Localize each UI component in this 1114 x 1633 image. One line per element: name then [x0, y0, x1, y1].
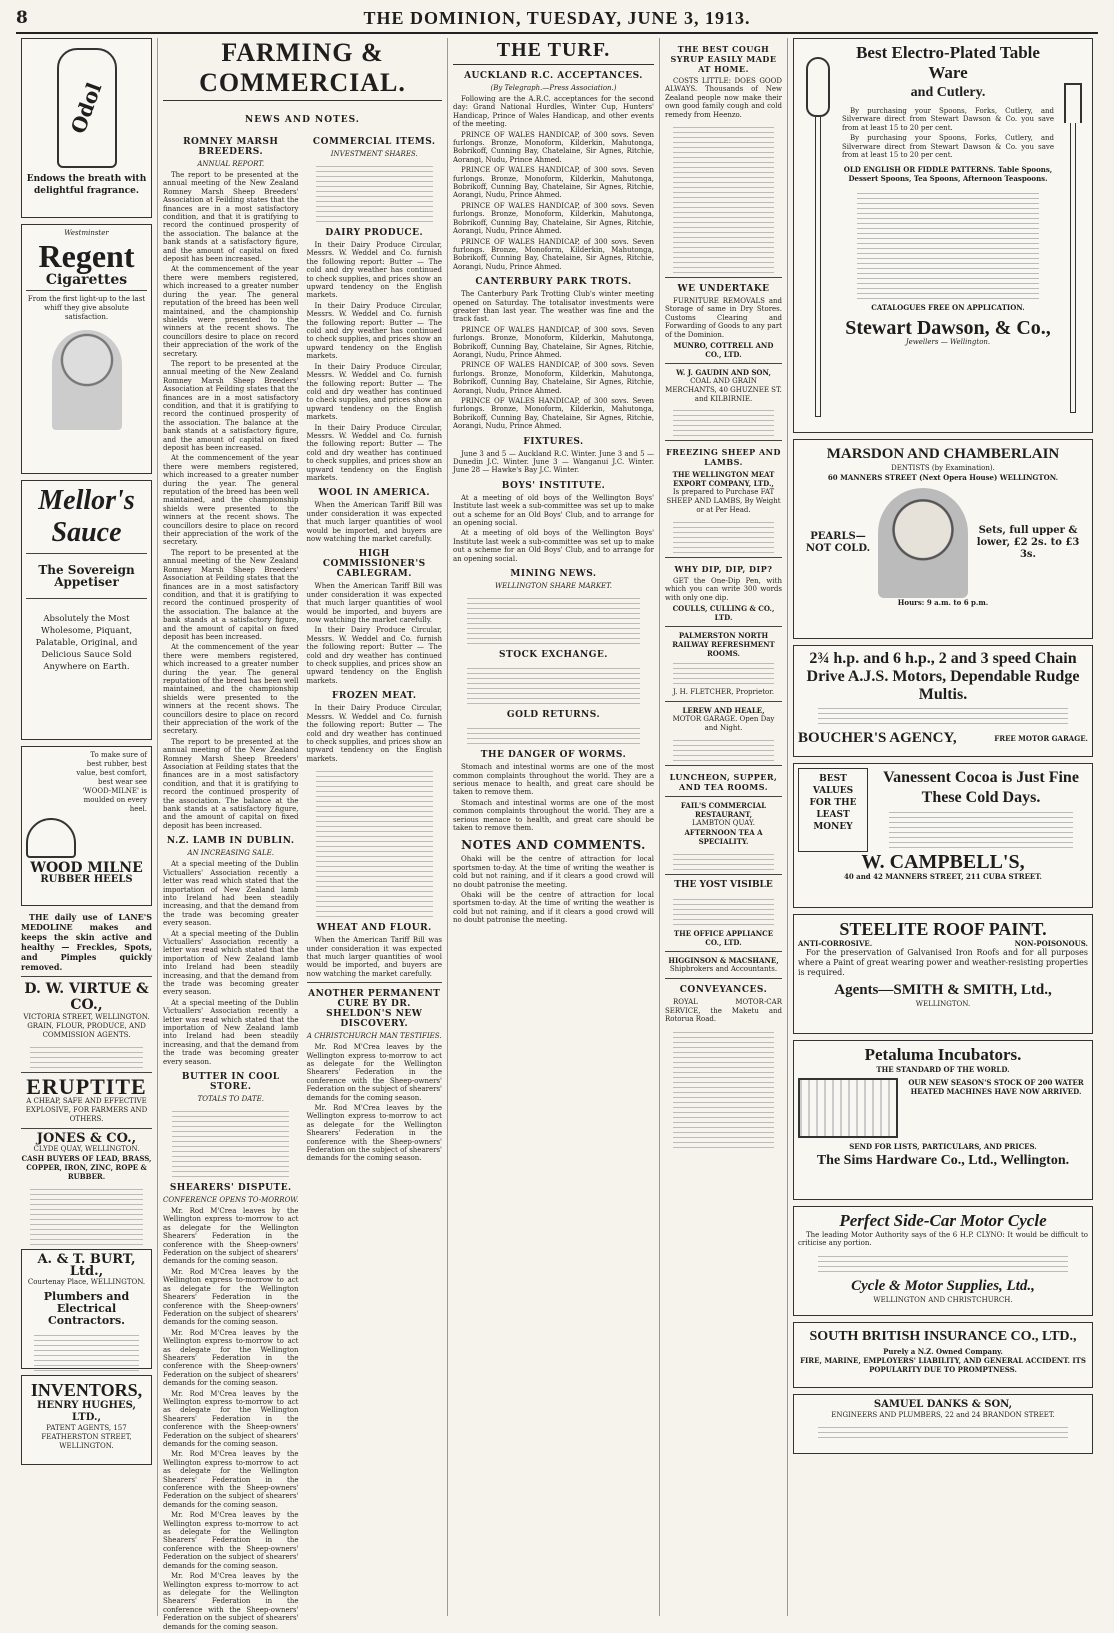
petaluma-ad: [793, 1040, 1093, 1200]
column-farming-commercial: [158, 38, 448, 1631]
cough-text: COSTS LITTLE: DOES GOOD ALWAYS. Thousands of New Zealand people now make their own good family cough and cold remedy from Heenzo.: [665, 77, 782, 119]
newspaper-title: THE DOMINION, TUESDAY, JUNE 3, 1913.: [363, 7, 751, 28]
campbell-badge: BEST VALUES FOR THE LEAST MONEY: [798, 768, 868, 852]
subhead-share-market: WELLINGTON SHARE MARKET.: [494, 582, 613, 591]
burt-trade: Plumbers and Electrical Contractors.: [43, 1290, 130, 1327]
stewart-firm: Stewart Dawson, & Co.,: [845, 317, 1051, 340]
marsdon-sub: DENTISTS (by Examination).: [891, 464, 995, 472]
lane-medoline-ad: THE daily use of LANE'S MEDOLINE makes and keeps the skin active and healthy — Freckles, Spots, and Pimples quickly removed.: [21, 912, 152, 972]
eruptite-brand: ERUPTITE: [26, 1074, 147, 1099]
steelite-left: ANTI-CORROSIVE.: [798, 939, 873, 948]
campbell-address: 40 and 42 MANNERS STREET, 211 CUBA STREET.: [843, 872, 1042, 881]
mellor-text: Absolutely the Most Wholesome, Piquant, Palatable, Original, and Delicious Sauce Sold Anywhere on Earth.: [35, 614, 138, 672]
article-lamb-dublin: At a special meeting of the Dublin Victuallers' Association recently a letter was read which stated that the importation of New Zealand lamb into Ireland had been steadily increasing, and that the demand from the trade was becoming greater every season.: [163, 860, 299, 928]
marsdon-prices: Sets, full upper & lower, £2 2s. to £3 3s.: [976, 525, 1080, 560]
steelite-title: STEELITE ROOF PAINT.: [839, 919, 1047, 939]
lerew-name: LEREW AND HEALE,: [682, 706, 765, 716]
dip-title: WHY DIP, DIP, DIP?: [674, 564, 773, 575]
freezing-ad: [665, 447, 782, 553]
higginson-name: HIGGINSON & MACSHANE,: [668, 956, 779, 966]
regent-maker: Westminster: [64, 229, 109, 237]
mellor-sauce-ad: [21, 480, 152, 740]
fails-address: LAMBTON QUAY.: [692, 819, 755, 828]
stewart-list: OLD ENGLISH OR FIDDLE PATTERNS. Table Spoons, Dessert Spoons, Tea Spoons, Afternoon Teaspoons.: [843, 165, 1053, 184]
headline-wheat: WHEAT AND FLOUR.: [316, 923, 432, 934]
insurance-sub: Purely a N.Z. Owned Company.: [883, 1347, 1003, 1356]
jones-address: CLYDE QUAY, WELLINGTON.: [33, 1145, 140, 1153]
smiling-woman-icon: [878, 488, 968, 598]
headline-boys-institute: BOYS' INSTITUTE.: [501, 480, 606, 491]
boucher-motors-ad: [793, 645, 1093, 757]
shares-table: [316, 162, 433, 222]
petaluma-text: OUR NEW SEASON'S STOCK OF 200 WATER HEATED MACHINES HAVE NOW ARRIVED.: [908, 1078, 1084, 1096]
article-fixtures: June 3 and 5 — Auckland R.C. Winter. June 3 and 5 — Dunedin J.C. Winter. June 3 — Wanganui J.C. Winter. June 28 — Hawke's Bay J.C. Winter.: [453, 449, 654, 475]
article-acceptances: Following are the A.R.C. acceptances for the second day: Grand National Hurdles, Winter Cup, Hunters' Handicap, Prince of Wales Handicap, and other events of the meeting.: [453, 95, 654, 129]
headline-acceptances: AUCKLAND R.C. ACCEPTANCES.: [464, 71, 643, 81]
stewart-sub: and Cutlery.: [910, 85, 986, 100]
headline-mining: MINING NEWS.: [510, 569, 597, 580]
mellor-tagline: The Sovereign Appetiser: [38, 563, 135, 589]
removals-ad: [665, 284, 782, 359]
higginson-text: Shipbrokers and Accountants.: [669, 965, 778, 974]
steelite-text: For the preservation of Galvanised Iron Roofs and for all purposes where a Paint of great wearing power and weather-resisting properties is required.: [798, 948, 1088, 977]
inventors-title: INVENTORS,: [30, 1380, 143, 1400]
subhead-shearers: CONFERENCE OPENS TO-MORROW.: [163, 1196, 299, 1205]
regent-brand: Regent: [38, 238, 135, 274]
conveyances-title: CONVEYANCES.: [679, 985, 768, 996]
jones-name: JONES & CO.,: [36, 1131, 137, 1146]
dip-pen-ad: [665, 564, 782, 622]
jones-ad: [21, 1133, 152, 1181]
page-number: 8: [16, 8, 28, 28]
mining-table: [467, 594, 640, 644]
freezing-text: Is prepared to Purchase FAT SHEEP AND LAMBS, By Weight or at Per Head.: [666, 488, 781, 515]
typewriter-firm: THE OFFICE APPLIANCE CO., LTD.: [673, 929, 774, 948]
headline-commercial: COMMERCIAL ITEMS.: [312, 137, 436, 147]
headline-butter: BUTTER IN COOL STORE.: [181, 1072, 280, 1093]
marsdon-chamberlain-ad: [793, 439, 1093, 639]
marsdon-address: 60 MANNERS STREET (Next Opera House) WELLINGTON.: [827, 473, 1059, 482]
article-boys-institute: At a meeting of old boys of the Wellington Boys' Institute last week a sub-committee was set up to make out a scheme for an Old Boys' Club, and to arrange for an opening social.: [453, 493, 654, 528]
article-notes: Ohaki will be the centre of attraction for local sportsmen to-day. At the time of writing the weather is cold but not raining, and if it clears a good crowd will no doubt patronise the meeting.: [453, 855, 654, 889]
clyno-motorcycle-ad: [793, 1206, 1093, 1316]
insurance-title: SOUTH BRITISH INSURANCE CO., LTD.,: [809, 1329, 1077, 1344]
inventors-name: HENRY HUGHES, LTD.,: [37, 1400, 136, 1423]
headline-sheldon: ANOTHER PERMANENT CURE BY DR. SHELDON'S NEW DISCOVERY.: [308, 989, 441, 1030]
danks-title: SAMUEL DANKS & SON,: [873, 1399, 1013, 1410]
headline-frozen-meat: FROZEN MEAT.: [332, 691, 417, 702]
fails-name: FAIL'S COMMERCIAL RESTAURANT,: [680, 801, 767, 820]
lerew-text: MOTOR GARAGE. Open Day and Night.: [672, 715, 775, 733]
steelite-right: NON-POISONOUS.: [1014, 939, 1088, 948]
subhead-butter: TOTALS TO DATE.: [197, 1095, 264, 1104]
stewart-catalogue: CATALOGUES FREE ON APPLICATION.: [871, 303, 1025, 313]
regent-ad: [21, 224, 152, 474]
luncheon-ad: LUNCHEON, SUPPER, AND TEA ROOMS.: [669, 772, 778, 793]
headline-romney: ROMNEY MARSH BREEDERS.: [183, 137, 279, 157]
jones-text: CASH BUYERS OF LEAD, BRASS, COPPER, IRON, ZINC, ROPE & RUBBER.: [21, 1154, 152, 1181]
incubator-icon: [798, 1078, 898, 1138]
eruptite-ad: [21, 1074, 152, 1124]
inventors-ad: [21, 1375, 152, 1465]
marsdon-hours: Hours: 9 a.m. to 6 p.m.: [897, 598, 989, 607]
subhead-acceptances: (By Telegraph.—Press Association.): [490, 84, 617, 92]
mellor-brand: Mellor's: [38, 485, 135, 516]
wood-milne-product: RUBBER HEELS: [40, 874, 133, 885]
stewart-text: By purchasing your Spoons, Forks, Cutlery, and Silverware direct from Stewart Dawson & Co. you save from at least 15 to 20 per cent.: [842, 107, 1054, 132]
gaudin-name: W. J. GAUDIN AND SON,: [676, 368, 771, 378]
farming-left-column: ROMNEY MARSH BREEDERS. ANNUAL REPORT. The report to be presented at the annual meeting of the New Zealand Romney Marsh Sheep Breeders' Association at Feilding states that the finances are in a most satisfactory condition, and that it is gratifying to record the continued prosperity of the association. The balance at the bank stands at a satisfactory figure, and the amount of capital on fixed deposit has been increased. At the commencement of the year there were members registered, which increased to a greater number during the year. The general reputation of the breed has been well maintained, and the championship shields were presented to the winners at the recent shows. The councillors desire to place on record their appreciation of the work of the secretary. The report to be presented at the annual meeting of the New Zealand Romney Marsh Sheep Breeders' Association at Feilding states that the finances are in a most satisfactory condition, and that it is gratifying to record the continued prosperity of the association. The balance at the bank stands at a satisfactory figure, and the amount of capital on fixed deposit has been increased. At the commencement of the year there were members registered, which increased to a greater number during the year. The general reputation of the breed has been well maintained, and the championship shields were presented to the winners at the recent shows. The councillors desire to place on record their appreciation of the work of the secretary. The report to be presented at the annual meeting of the New Zealand Romney Marsh Sheep Breeders' Association at Feilding states that the finances are in a most satisfactory condition, and that it is gratifying to record the continued prosperity of the association. The balance at the bank stands at a satisfactory figure, and the amount of capital on fixed deposit has been increased. At the commencement of the year there were members registered, which increased to a greater number during the year. The general reputation of the breed has been well maintained, and the championship shields were presented to the winners at the recent shows. The councillors desire to place on record their appreciation of the work of the secretary. The report to be presented at the annual meeting of the New Zealand Romney Marsh Sheep Breeders' Association at Feilding states that the finances are in a most satisfactory condition, and that it is gratifying to record the continued prosperity of the association. The balance at the bank stands at a satisfactory figure, and the amount of capital on fixed deposit has been increased. N.Z. LAMB IN DUBLIN. AN INCREASING SALE. At a special meeting of the Dublin Victuallers' Association recently a letter was read which stated that the importation of New Zealand lamb into Ireland had been steadily increasing, and that the demand from the trade was becoming greater every season. At a special meeting of the Dublin Victuallers' Association recently a letter was read which stated that the importation of New Zealand lamb into Ireland had been steadily increasing, and that the demand from the trade was becoming greater every season. At a special meeting of the Dublin Victuallers' Association recently a letter was read which stated that the importation of New Zealand lamb into Ireland had been steadily increasing, and that the demand from the trade was becoming greater every season. BUTTER IN COOL STORE. TOTALS TO DATE. SHEARERS' DISPUTE. CONFERENCE OPENS TO-MORROW. Mr. Rod M'Crea leaves by the Wellington express to-morrow to act as delegate for the Wellington Shearers' Federation in the conference with the Sheep-owners' Federation on the subject of shearers' demands for the coming season. Mr. Rod M'Crea leaves by the Wellington express to-morrow to act as delegate for the Wellington Shearers' Federation in the conference with the Sheep-owners' Federation on the subject of shearers' demands for the coming season. Mr. Rod M'Crea leaves by the Wellington express to-morrow to act as delegate for the Wellington Shearers' Federation in the conference with the Sheep-owners' Federation on the subject of shearers' demands for the coming season. Mr. Rod M'Crea leaves by the Wellington express to-morrow to act as delegate for the Wellington Shearers' Federation in the conference with the Sheep-owners' Federation on the subject of shearers' demands for the coming season. Mr. Rod M'Crea leaves by the Wellington express to-morrow to act as delegate for the Wellington Shearers' Federation in the conference with the Sheep-owners' Federation on the subject of shearers' demands for the coming season. Mr. Rod M'Crea leaves by the Wellington express to-morrow to act as delegate for the Wellington Shearers' Federation in the conference with the Sheep-owners' Federation on the subject of shearers' demands for the coming season. Mr. Rod M'Crea leaves by the Wellington express to-morrow to act as delegate for the Wellington Shearers' Federation in the conference with the Sheep-owners' Federation on the subject of shearers' demands for the coming season.: [163, 137, 299, 1631]
article-canterbury: The Canterbury Park Trotting Club's winter meeting opened on Saturday. The totalisator investments were greater than last year. The weather was fine and the track fast.: [453, 290, 654, 324]
meat-table: [316, 767, 433, 917]
steelite-place: WELLINGTON.: [915, 1000, 971, 1008]
article-wool-america: When the American Tariff Bill was under consideration it was expected that much larger quantities of wool would be imported, and buyers are now watching the market carefully.: [306, 501, 442, 543]
mellor-product: Sauce: [51, 517, 122, 548]
article-worms: Stomach and intestinal worms are one of the most common complaints throughout the world. They are a serious menace to health, and great care should be taken to remove them.: [453, 763, 654, 797]
virtue-ad: [21, 981, 152, 1040]
dip-text: GET the One-Dip Pen, with which you can write 300 words with only one dip.: [665, 577, 782, 602]
petaluma-send: SEND FOR LISTS, PARTICULARS, AND PRICES.: [849, 1142, 1037, 1151]
column-turf: THE TURF. AUCKLAND R.C. ACCEPTANCES. (By Telegraph.—Press Association.) Following are the A.R.C. acceptances for the second day: Grand National Hurdles, Winter Cup, Hunters' Handicap, Prince of Wales Handicap, and other events of the meeting. PRINCE OF WALES HANDICAP, of 300 sovs. Seven furlongs. Bronze, Monoform, Kilderkin, Mahutonga, Bobrikoff, Cunning Bay, Chatelaine, Sir Agnes, Ritchie, Aorangi, Nudu, Prince Ahmed. PRINCE OF WALES HANDICAP, of 300 sovs. Seven furlongs. Bronze, Monoform, Kilderkin, Mahutonga, Bobrikoff, Cunning Bay, Chatelaine, Sir Agnes, Ritchie, Aorangi, Nudu, Prince Ahmed. PRINCE OF WALES HANDICAP, of 300 sovs. Seven furlongs. Bronze, Monoform, Kilderkin, Mahutonga, Bobrikoff, Cunning Bay, Chatelaine, Sir Agnes, Ritchie, Aorangi, Nudu, Prince Ahmed. PRINCE OF WALES HANDICAP, of 300 sovs. Seven furlongs. Bronze, Monoform, Kilderkin, Mahutonga, Bobrikoff, Cunning Bay, Chatelaine, Sir Agnes, Ritchie, Aorangi, Nudu, Prince Ahmed. CANTERBURY PARK TROTS. The Canterbury Park Trotting Club's winter meeting opened on Saturday. The totalisator investments were greater than last year. The weather was fine and the track fast. PRINCE OF WALES HANDICAP, of 300 sovs. Seven furlongs. Bronze, Monoform, Kilderkin, Mahutonga, Bobrikoff, Cunning Bay, Chatelaine, Sir Agnes, Ritchie, Aorangi, Nudu, Prince Ahmed. PRINCE OF WALES HANDICAP, of 300 sovs. Seven furlongs. Bronze, Monoform, Kilderkin, Mahutonga, Bobrikoff, Cunning Bay, Chatelaine, Sir Agnes, Ritchie, Aorangi, Nudu, Prince Ahmed. PRINCE OF WALES HANDICAP, of 300 sovs. Seven furlongs. Bronze, Monoform, Kilderkin, Mahutonga, Bobrikoff, Cunning Bay, Chatelaine, Sir Agnes, Ritchie, Aorangi, Nudu, Prince Ahmed. FIXTURES. June 3 and 5 — Auckland R.C. Winter. June 3 and 5 — Dunedin J.C. Winter. June 3 — Wanganui J.C. Winter. June 28 — Hawke's Bay J.C. Winter. BOYS' INSTITUTE. At a meeting of old boys of the Wellington Boys' Institute last week a sub-committee was set up to make out a scheme for an Old Boys' Club, and to arrange for an opening social. At a meeting of old boys of the Wellington Boys' Institute last week a sub-committee was set up to make out a scheme for an Old Boys' Club, and to arrange for an opening social. MINING NEWS. WELLINGTON SHARE MARKET. STOCK EXCHANGE. GOLD RETURNS. THE DANGER OF WORMS. Stomach and intestinal worms are one of the most common complaints throughout the world. They are a serious menace to health, and great care should be taken to remove them. Stomach and intestinal worms are one of the most common complaints throughout the world. They are a serious menace to health, and great care should be taken to remove them. NOTES AND COMMENTS. Ohaki will be the centre of attraction for local sportsmen to-day. At the time of writing the weather is cold but not raining, and if it clears a good crowd will no doubt patronise the meeting. Ohaki will be the centre of attraction for local sportsmen to-day. At the time of writing the weather is cold but not raining, and if it clears a good crowd will no doubt patronise the meeting.: [448, 38, 660, 1616]
headline-shearers: SHEARERS' DISPUTE.: [169, 1183, 292, 1194]
marsdon-pearls: PEARLS— NOT COLD.: [805, 531, 871, 554]
article-shearers: Mr. Rod M'Crea leaves by the Wellington express to-morrow to act as delegate for the Wellington Shearers' Federation in the conference with the Sheep-owners' Federation on the subject of shearers' demands for the coming season.: [163, 1207, 299, 1266]
fork-icon: [1058, 43, 1088, 428]
odol-ad: [21, 38, 152, 218]
undertake-text: FURNITURE REMOVALS and Storage of same in Dry Stores. Customs Clearing and Forwarding of Goods to any part of the Dominion.: [665, 297, 782, 339]
gaudin-ad: [665, 368, 782, 436]
typewriter-title: THE YOST VISIBLE: [674, 880, 773, 891]
burt-name: A. & T. BURT, Ltd.,: [37, 1252, 136, 1279]
petaluma-firm: The Sims Hardware Co., Ltd., Wellington.: [816, 1153, 1070, 1168]
turf-title: THE TURF.: [453, 38, 654, 65]
steelite-agents: Agents—SMITH & SMITH, Ltd.,: [834, 982, 1052, 998]
fails-text: AFTERNOON TEA A SPECIALITY.: [684, 828, 763, 847]
eruptite-text: A CHEAP, SAFE AND EFFECTIVE EXPLOSIVE, FOR FARMERS AND OTHERS.: [25, 1097, 148, 1123]
virtue-address: VICTORIA STREET, WELLINGTON.: [23, 1013, 150, 1021]
butter-table: [172, 1107, 289, 1177]
subhead-sheldon: A CHRISTCHURCH MAN TESTIFIES.: [306, 1032, 442, 1041]
headline-dairy: DAIRY PRODUCE.: [325, 228, 424, 238]
odol-caption: Endows the breath with delightful fragrance.: [26, 174, 147, 196]
spoon-icon: [798, 43, 838, 428]
stewart-dawson-ad: Best Electro-Plated Table Ware and Cutlery. By purchasing your Spoons, Forks, Cutlery, and Silverware direct from Stewart Dawson & Co. you save from at least 15 to 20 per cent. By purchasing your Spoons, Forks, Cutlery, and Silverware direct from Stewart Dawson & Co. you save from at least 15 to 20 per cent. OLD ENGLISH OR FIDDLE PATTERNS. Table Spoons, Dessert Spoons, Tea Spoons, Afternoon Teaspoons. CATALOGUES FREE ON APPLICATION. Stewart Dawson, & Co., Jewellers — Wellington.: [793, 38, 1093, 433]
regent-text: From the first light-up to the last whiff they give absolute satisfaction.: [27, 295, 146, 321]
danks-text: ENGINEERS AND PLUMBERS, 22 and 24 BRANDON STREET.: [831, 1411, 1055, 1419]
article-romney-2: At the commencement of the year there were members registered, which increased to a greater number during the year. The general reputation of the breed has been well maintained, and the championship shields were presented to the winners at the recent shows. The councillors desire to place on record their appreciation of the work of the secretary.: [163, 265, 299, 358]
subhead-investment: INVESTMENT SHARES.: [330, 150, 418, 158]
headline-notes-comments: NOTES AND COMMENTS.: [461, 838, 646, 853]
south-british-insurance-ad: [793, 1322, 1093, 1388]
subhead-romney: ANNUAL REPORT.: [197, 160, 265, 168]
headline-canterbury-trots: CANTERBURY PARK TROTS.: [475, 277, 632, 288]
odol-bottle-icon: [57, 48, 117, 168]
odol-brand: Odol: [66, 79, 107, 137]
boucher-place: FREE MOTOR GARAGE.: [994, 733, 1088, 743]
virtue-name: D. W. VIRTUE & CO.,: [24, 981, 149, 1013]
farming-right-column: COMMERCIAL ITEMS. INVESTMENT SHARES. DAIRY PRODUCE. In their Dairy Produce Circular, Messrs. W. Weddel and Co. furnish the following report: Butter — The cold and dry weather has continued to check supplies, and prices show an upward tendency on the English markets. In their Dairy Produce Circular, Messrs. W. Weddel and Co. furnish the following report: Butter — The cold and dry weather has continued to check supplies, and prices show an upward tendency on the English markets. In their Dairy Produce Circular, Messrs. W. Weddel and Co. furnish the following report: Butter — The cold and dry weather has continued to check supplies, and prices show an upward tendency on the English markets. In their Dairy Produce Circular, Messrs. W. Weddel and Co. furnish the following report: Butter — The cold and dry weather has continued to check supplies, and prices show an upward tendency on the English markets. WOOL IN AMERICA. When the American Tariff Bill was under consideration it was expected that much larger quantities of wool would be imported, and buyers are now watching the market carefully. HIGH COMMISSIONER'S CABLEGRAM. When the American Tariff Bill was under consideration it was expected that much larger quantities of wool would be imported, and buyers are now watching the market carefully. In their Dairy Produce Circular, Messrs. W. Weddel and Co. furnish the following report: Butter — The cold and dry weather has continued to check supplies, and prices show an upward tendency on the English markets. FROZEN MEAT. In their Dairy Produce Circular, Messrs. W. Weddel and Co. furnish the following report: Butter — The cold and dry weather has continued to check supplies, and prices show an upward tendency on the English markets. WHEAT AND FLOUR. When the American Tariff Bill was under consideration it was expected that much larger quantities of wool would be imported, and buyers are now watching the market carefully. ANOTHER PERMANENT CURE BY DR. SHELDON'S NEW DISCOVERY. A CHRISTCHURCH MAN TESTIFIES. Mr. Rod M'Crea leaves by the Wellington express to-morrow to act as delegate for the Wellington Shearers' Federation in the conference with the Sheep-owners' Federation on the subject of shearers' demands for the coming season. Mr. Rod M'Crea leaves by the Wellington express to-morrow to act as delegate for the Wellington Shearers' Federation in the conference with the Sheep-owners' Federation on the subject of shearers' demands for the coming season.: [306, 137, 442, 1163]
section-subtitle: NEWS AND NOTES.: [245, 115, 360, 125]
clyno-firm: Cycle & Motor Supplies, Ltd.,: [851, 1277, 1035, 1294]
conveyances-text: ROYAL MOTOR-CAR SERVICE, the Maketu and Rotorua Road.: [665, 998, 782, 1024]
dip-firm: COULLS, CULLING & CO., LTD.: [672, 604, 775, 623]
petaluma-sub: THE STANDARD OF THE WORLD.: [876, 1065, 1010, 1074]
fails-ad: [665, 801, 782, 870]
cough-syrup-ad: [665, 44, 782, 273]
headline-worms: THE DANGER OF WORMS.: [480, 750, 627, 761]
headline-wool-america: WOOL IN AMERICA.: [318, 488, 431, 499]
wood-milne-brand: WOOD MILNE: [30, 860, 143, 876]
headline-fixtures: FIXTURES.: [523, 436, 584, 447]
headline-gold-returns: GOLD RETURNS.: [506, 710, 601, 721]
campbell-firm: W. CAMPBELL'S,: [861, 851, 1025, 873]
column-ads-right: [788, 38, 1098, 1616]
article-dairy: In their Dairy Produce Circular, Messrs. W. Weddel and Co. furnish the following report: Butter — The cold and dry weather has continued to check supplies, and prices show an upward tendency on the English markets.: [306, 241, 442, 300]
campbell-cocoa-ad: [793, 763, 1093, 908]
freezing-firm: THE WELLINGTON MEAT EXPORT COMPANY, LTD.,: [672, 470, 775, 489]
headline-stock-exchange: STOCK EXCHANGE.: [499, 650, 608, 661]
campbell-title: Vanessent Cocoa is Just Fine These Cold Days.: [883, 769, 1079, 806]
petaluma-title: Petaluma Incubators.: [864, 1045, 1022, 1064]
higginson-ad: [665, 956, 782, 974]
cough-title: THE BEST COUGH SYRUP EASILY MADE AT HOME.: [670, 44, 777, 74]
marsdon-title: MARSDON AND CHAMBERLAIN: [826, 446, 1060, 462]
palmerston-title: PALMERSTON NORTH RAILWAY REFRESHMENT ROOMS.: [672, 631, 775, 659]
clyno-text: The leading Motor Authority says of the 6 H.P. CLYNO: It would be difficult to criticise any portion.: [798, 1231, 1088, 1248]
boucher-title: 2¾ h.p. and 6 h.p., 2 and 3 speed Chain Drive A.J.S. Motors, Dependable Rudge Multis.: [806, 650, 1080, 703]
masthead: [16, 4, 1098, 34]
undertake-title: WE UNDERTAKE: [677, 284, 770, 295]
heel-icon: [26, 818, 76, 858]
lerew-ad: [665, 706, 782, 761]
subhead-lamb-dublin: AN INCREASING SALE.: [187, 849, 274, 858]
gaudin-text: COAL AND GRAIN MERCHANTS, 40 GHUZNEE ST. and KILBIRNIE.: [665, 377, 782, 404]
stewart-place: Jewellers — Wellington.: [905, 338, 991, 347]
stewart-title: Best Electro-Plated Table Ware: [856, 43, 1040, 82]
clyno-place: WELLINGTON AND CHRISTCHURCH.: [873, 1295, 1013, 1304]
burt-ad: [21, 1249, 152, 1369]
steelite-paint-ad: [793, 914, 1093, 1034]
undertake-firm: MUNRO, COTTRELL AND CO., LTD.: [673, 341, 774, 360]
burt-address: Courtenay Place, WELLINGTON.: [27, 1278, 146, 1286]
typewriter-ad: [665, 879, 782, 947]
insurance-text: FIRE, MARINE, EMPLOYERS' LIABILITY, AND GENERAL ACCIDENT. ITS POPULARITY DUE TO PROMPTNESS.: [800, 1356, 1086, 1374]
column-ads-left: [16, 38, 158, 1616]
article-romney-1: The report to be presented at the annual meeting of the New Zealand Romney Marsh Sheep Breeders' Association at Feilding states that the finances are in a most satisfactory condition, and that it is gratifying to record the continued prosperity of the association. The balance at the bank stands at a satisfactory figure, and the amount of capital on fixed deposit has been increased.: [163, 171, 299, 264]
boucher-firm: BOUCHER'S AGENCY,: [798, 730, 957, 746]
palmerston-ad: [665, 631, 782, 697]
column-classifieds: [660, 38, 788, 1616]
palmerston-name: J. H. FLETCHER, Proprietor.: [672, 688, 775, 697]
clyno-title: Perfect Side-Car Motor Cycle: [839, 1211, 1047, 1230]
inventors-text: PATENT AGENTS, 157 FEATHERSTON STREET, WELLINGTON.: [41, 1424, 132, 1450]
headline-lamb-dublin: N.Z. LAMB IN DUBLIN.: [166, 836, 295, 847]
wood-milne-ad: [21, 746, 152, 906]
headline-cablegram: HIGH COMMISSIONER'S CABLEGRAM.: [322, 549, 426, 580]
wood-milne-text: To make sure of best rubber, best value, best comfort, best wear see 'WOOD-MILNE' is moulded on every heel.: [76, 751, 147, 813]
section-title: FARMING & COMMERCIAL.: [163, 38, 442, 101]
regent-product: Cigarettes: [45, 272, 128, 288]
danks-ad: [793, 1394, 1093, 1454]
smoker-portrait-icon: [52, 330, 122, 430]
virtue-text: GRAIN, FLOUR, PRODUCE, AND COMMISSION AGENTS.: [27, 1022, 146, 1039]
freezing-title: FREEZING SHEEP AND LAMBS.: [666, 447, 781, 468]
